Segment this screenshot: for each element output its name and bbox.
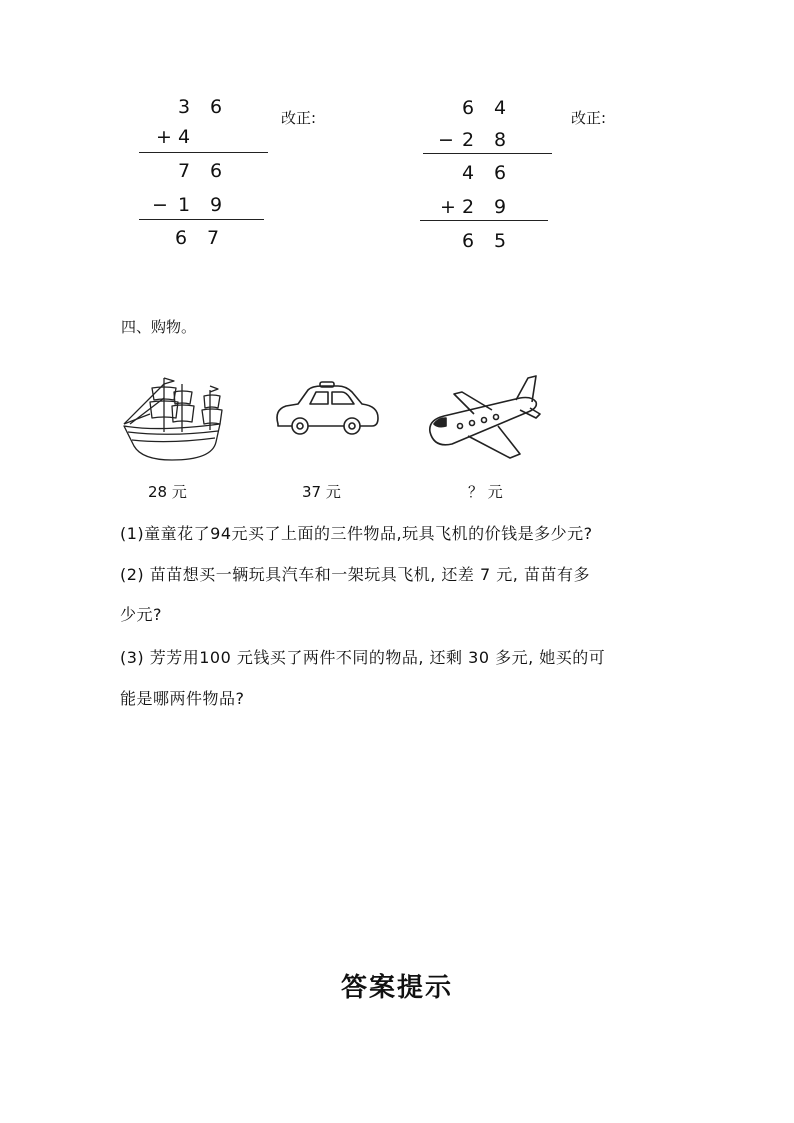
digit: 7: [178, 160, 191, 182]
question-line: 少元?: [120, 605, 162, 624]
digit: 8: [494, 129, 507, 151]
result-line: [139, 219, 264, 220]
question-line: (3) 芳芳用100 元钱买了两件不同的物品, 还剩 30 多元, 她买的可: [120, 648, 606, 667]
question-line: 能是哪两件物品?: [120, 689, 245, 708]
digit: 9: [494, 196, 507, 218]
digit: 6: [462, 230, 475, 252]
digit: 4: [178, 126, 191, 148]
operator-sign: −: [438, 129, 454, 151]
correction-label: 改正:: [571, 109, 607, 127]
section-heading: 四、购物。: [121, 318, 197, 336]
digit: 4: [494, 97, 507, 119]
digit: 6: [210, 160, 223, 182]
digit: 6: [175, 227, 188, 249]
price-label-airplane: ？ 元: [468, 483, 503, 501]
digit: 4: [462, 162, 475, 184]
digit: 2: [462, 196, 475, 218]
digit: 7: [207, 227, 220, 249]
correction-label: 改正:: [281, 109, 317, 127]
digit: 5: [494, 230, 507, 252]
operator-sign: −: [152, 194, 168, 216]
result-line: [423, 153, 552, 154]
toy-airplane-icon: [424, 374, 544, 462]
price-label-ship: 28 元: [148, 483, 187, 501]
operator-sign: +: [440, 196, 456, 218]
digit: 6: [210, 96, 223, 118]
question-line: (1)童童花了94元买了上面的三件物品,玩具飞机的价钱是多少元?: [120, 524, 593, 543]
answer-hints-title: 答案提示: [340, 973, 453, 1003]
question-line: (2) 苗苗想买一辆玩具汽车和一架玩具飞机, 还差 7 元, 苗苗有多: [120, 565, 590, 584]
toy-car-icon: [272, 380, 382, 440]
digit: 2: [462, 129, 475, 151]
digit: 6: [462, 97, 475, 119]
digit: 6: [494, 162, 507, 184]
price-label-car: 37 元: [302, 483, 341, 501]
digit: 1: [178, 194, 191, 216]
result-line: [139, 152, 268, 153]
result-line: [420, 220, 548, 221]
digit: 3: [178, 96, 191, 118]
digit: 9: [210, 194, 223, 216]
operator-sign: +: [156, 126, 172, 148]
sailing-ship-icon: [120, 374, 225, 464]
